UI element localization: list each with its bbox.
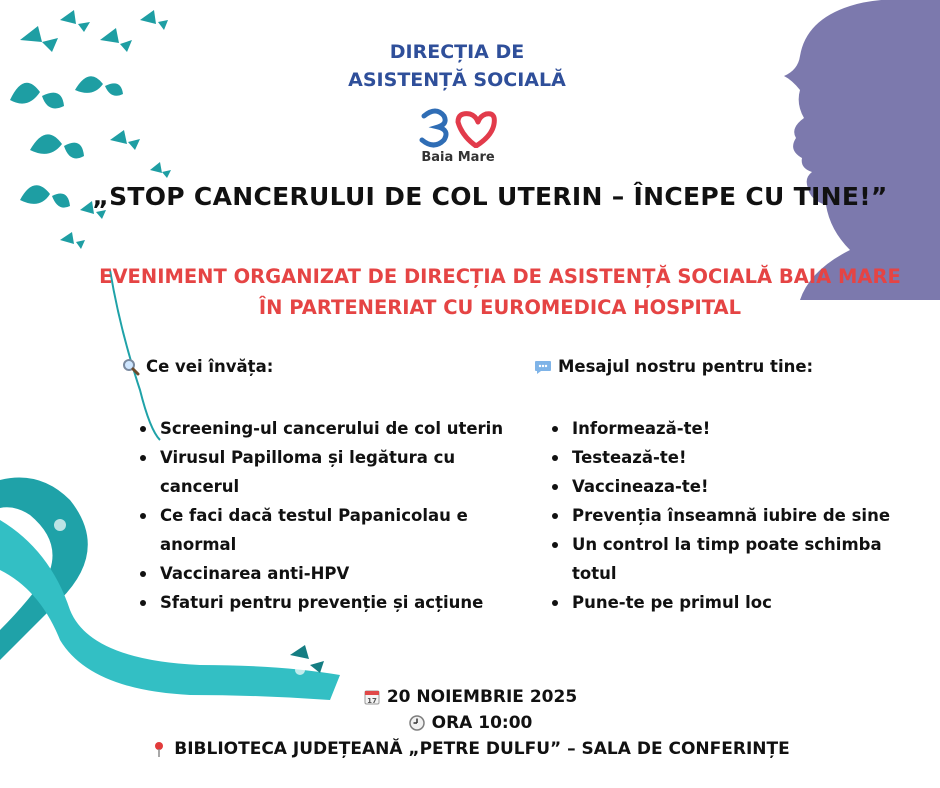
event-time: ORA 10:00	[431, 713, 533, 733]
clock-icon	[408, 714, 426, 732]
learn-heading-text: Ce vei învăța:	[146, 357, 274, 376]
event-organizer-subtitle	[50, 261, 940, 323]
message-heading-text: Mesajul nostru pentru tine:	[558, 357, 814, 376]
woman-silhouette	[740, 0, 940, 300]
list-item: Screening-ul cancerului de col uterin	[138, 414, 522, 443]
subtitle-line-2: ÎN PARTENERIAT CU EUROMEDICA HOSPITAL	[258, 296, 742, 319]
event-location-line	[90, 736, 850, 762]
learn-section	[122, 357, 522, 617]
butterflies-decoration	[0, 0, 200, 270]
event-time-line	[90, 710, 850, 736]
list-item: Testează-te!	[550, 443, 914, 472]
logo-text: Baia Mare	[421, 150, 495, 165]
baia-mare-logo	[418, 108, 498, 148]
organization-line-1: DIRECȚIA DE	[389, 41, 525, 63]
message-section	[534, 357, 914, 617]
list-item: Vaccineaza-te!	[550, 472, 914, 501]
organization-line-2: ASISTENȚĂ SOCIALĂ	[348, 69, 566, 91]
list-item: Un control la timp poate schimba totul	[550, 530, 914, 588]
learn-list	[122, 414, 522, 617]
list-item: Ce faci dacă testul Papanicolau e anormal	[138, 501, 522, 559]
list-item: Sfaturi pentru prevenție și acțiune	[138, 588, 522, 617]
magnifier-icon	[122, 358, 140, 376]
list-item: Prevenția înseamnă iubire de sine	[550, 501, 914, 530]
page-title: „STOP CANCERULUI DE COL UTERIN – ÎNCEPE CU TINE!”	[92, 182, 888, 211]
subtitle-line-1: EVENIMENT ORGANIZAT DE DIRECȚIA DE ASISTENȚĂ SOCIALĂ BAIA MARE	[99, 265, 901, 288]
list-item: Vaccinarea anti-HPV	[138, 559, 522, 588]
list-item: Informează-te!	[550, 414, 914, 443]
message-list	[534, 414, 914, 617]
event-location: BIBLIOTECA JUDEȚEANĂ „PETRE DULFU” – SALA DE CONFERINȚE	[174, 739, 790, 759]
calendar-icon	[363, 688, 381, 706]
event-date: 20 NOIEMBRIE 2025	[386, 687, 578, 707]
organization-name	[300, 38, 614, 94]
message-heading	[534, 357, 914, 376]
map-pin-icon	[150, 740, 168, 758]
svg-text:17: 17	[366, 697, 377, 705]
event-date-line	[90, 684, 850, 710]
event-details	[90, 684, 850, 762]
learn-heading	[122, 357, 522, 376]
speech-bubble-icon	[534, 358, 552, 376]
list-item: Pune-te pe primul loc	[550, 588, 914, 617]
list-item: Virusul Papilloma și legătura cu cancerul	[138, 443, 522, 501]
